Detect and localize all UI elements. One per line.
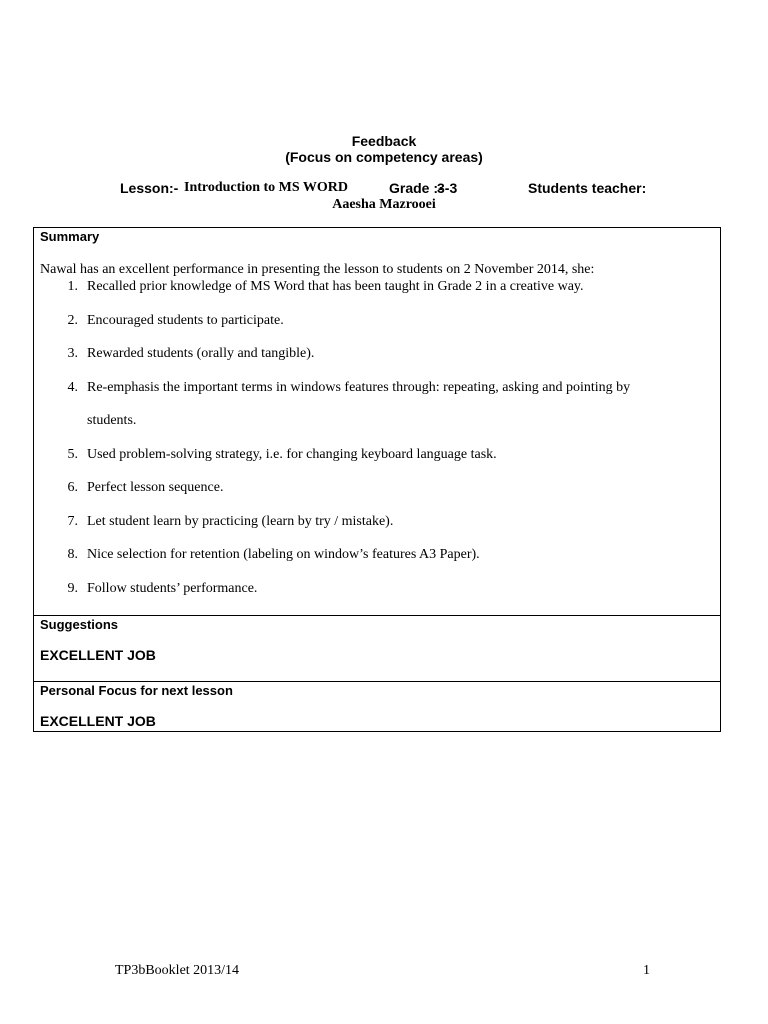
footer-booklet-label: TP3bBooklet 2013/14 bbox=[115, 963, 240, 978]
summary-item-number: 9. bbox=[67, 581, 78, 596]
summary-item-number: 3. bbox=[67, 346, 78, 361]
summary-item-text: Recalled prior knowledge of MS Word that has been taught in Grade 2 in a creative way. bbox=[87, 279, 584, 294]
summary-item-number: 2. bbox=[67, 313, 78, 328]
suggestions-value: EXCELLENT JOB bbox=[40, 647, 156, 663]
summary-item-number: 5. bbox=[67, 447, 78, 462]
personal-focus-heading: Personal Focus for next lesson bbox=[40, 683, 233, 698]
summary-item-number: 6. bbox=[67, 480, 78, 495]
personal-focus-value: EXCELLENT JOB bbox=[40, 713, 156, 729]
summary-item-text: Nice selection for retention (labeling on window’s features A3 Paper). bbox=[87, 547, 480, 562]
suggestions-heading: Suggestions bbox=[40, 617, 119, 632]
summary-intro: Nawal has an excellent performance in presenting the lesson to students on 2 November 2014, she: bbox=[40, 262, 595, 277]
students-teacher-label: Students teacher: bbox=[528, 180, 647, 196]
summary-item-number: 7. bbox=[67, 514, 78, 529]
summary-section bbox=[34, 228, 720, 616]
summary-item-number: 1. bbox=[67, 279, 78, 294]
lesson-info-row bbox=[0, 180, 768, 198]
grade-value: 3-3 bbox=[437, 180, 458, 196]
lesson-label: Lesson:- bbox=[120, 180, 179, 196]
summary-item-text: Re-emphasis the important terms in windows features through: repeating, asking and pointing by bbox=[87, 380, 631, 395]
summary-item-number: 8. bbox=[67, 547, 78, 562]
summary-heading: Summary bbox=[40, 229, 100, 244]
page-subtitle: (Focus on competency areas) bbox=[285, 149, 483, 165]
feedback-table bbox=[33, 227, 721, 732]
summary-item-number: 4. bbox=[67, 380, 78, 395]
summary-item-text: Used problem-solving strategy, i.e. for changing keyboard language task. bbox=[87, 447, 497, 462]
summary-item-text: students. bbox=[87, 413, 137, 428]
page-title: Feedback bbox=[351, 133, 417, 149]
footer-page-number: 1 bbox=[643, 963, 650, 978]
summary-item-text: Follow students’ performance. bbox=[87, 581, 258, 596]
summary-item-text: Perfect lesson sequence. bbox=[87, 480, 224, 495]
suggestions-section bbox=[34, 616, 720, 682]
summary-item-text: Let student learn by practicing (learn by try / mistake). bbox=[87, 514, 394, 529]
lesson-title: Introduction to MS WORD bbox=[184, 180, 349, 195]
grade-label: Grade :- bbox=[389, 180, 443, 196]
summary-item-text: Encouraged students to participate. bbox=[87, 313, 284, 328]
summary-item-text: Rewarded students (orally and tangible). bbox=[87, 346, 315, 361]
personal-focus-section bbox=[34, 682, 720, 731]
students-teacher-name: Aaesha Mazrooei bbox=[332, 197, 436, 212]
